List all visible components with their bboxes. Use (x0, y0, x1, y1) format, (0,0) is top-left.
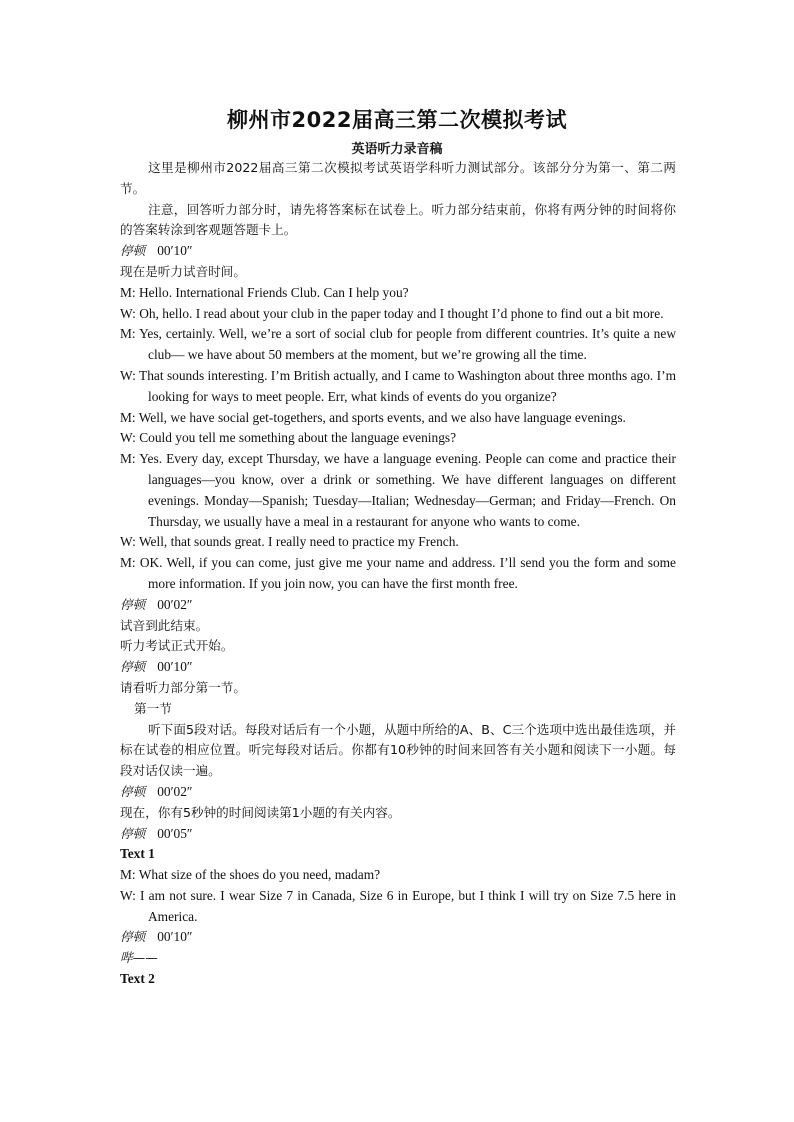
transcript-body (120, 158, 676, 990)
dialogue-line: M: Well, we have social get-togethers, and sports events, and we also have language evenings. (120, 409, 626, 425)
notice-paragraph: 注意，回答听力部分时，请先将答案标在试卷上。听力部分结束前，你将有两分钟的时间将你的答案转涂到客观题答题卡上。 (120, 201, 676, 238)
dialogue-line: W: Could you tell me something about the language evenings? (120, 430, 457, 446)
intro-paragraph: 这里是柳州市2022届高三第二次模拟考试英语学科听力测试部分。该部分分为第一、第二两节。 (120, 160, 676, 196)
dialogue-line: W: That sounds interesting. I’m British actually, and I came to Washington about three months ago. I’m looking for ways to meet people. Err, what kinds of events do you organize? (120, 367, 676, 404)
pause-time: 00′02″ (157, 783, 193, 799)
pause-label: 停顿 (120, 596, 146, 612)
pause-time: 00′10″ (157, 929, 193, 945)
trial-start: 现在是听力试音时间。 (120, 263, 246, 279)
page-subtitle: 英语听力录音稿 (351, 142, 443, 157)
pause-label: 停顿 (120, 825, 146, 841)
dialogue-line: M: Yes, certainly. Well, we’re a sort of social club for people from different countries. It’s quite a new club— we have about 50 members at the moment, but we’re growing all the time. (120, 326, 676, 363)
pause-marker (120, 657, 676, 678)
pause-label: 停顿 (120, 659, 146, 675)
part1-prompt: 请看听力部分第一节。 (120, 679, 246, 695)
trial-end: 试音到此结束。 (120, 617, 209, 633)
text-heading: Text 1 (120, 846, 155, 862)
dialogue-line: W: I am not sure. I wear Size 7 in Canada, Size 6 in Europe, but I think I will try on Size 7.5 here in America. (120, 887, 676, 924)
dialogue-line: M: What size of the shoes do you need, madam? (120, 867, 381, 883)
pause-time: 00′02″ (157, 596, 193, 612)
pause-time: 00′05″ (157, 825, 193, 841)
pause-label: 停顿 (120, 929, 146, 945)
exam-start: 听力考试正式开始。 (120, 638, 234, 654)
pause-marker (120, 824, 676, 845)
section-instructions: 听下面5段对话。每段对话后有一个小题，从题中所给的A、B、C三个选项中选出最佳选项，并标在试卷的相应位置。听完每段对话后。你都有10秒钟的时间来回答有关小题和阅读下一小题。每段对话仅读一遍。 (120, 721, 676, 779)
dialogue-line: W: Oh, hello. I read about your club in the paper today and I thought I’d phone to find out a bit more. (120, 305, 664, 321)
section-heading: 第一节 (134, 700, 172, 716)
page-title: 柳州市2022届高三第二次模拟考试 (227, 108, 567, 132)
pause-marker (120, 241, 676, 262)
beep-marker: 哔—— (120, 950, 158, 966)
pause-label: 停顿 (120, 243, 146, 259)
pause-time: 00′10″ (157, 659, 193, 675)
pause-label: 停顿 (120, 783, 146, 799)
dialogue-line: W: Well, that sounds great. I really need to practice my French. (120, 534, 459, 550)
pause-marker (120, 595, 676, 616)
pause-time: 00′10″ (157, 243, 193, 259)
dialogue-line: M: Hello. International Friends Club. Can I help you? (120, 284, 409, 300)
pause-marker (120, 782, 676, 803)
read-question-prompt: 现在，你有5秒钟的时间阅读第1小题的有关内容。 (120, 804, 401, 820)
pause-marker (120, 927, 676, 948)
dialogue-line: M: Yes. Every day, except Thursday, we have a language evening. People can come and practice their languages—you know, over a drink or something. We have different languages on different evenings. Monday—Spanish; Tuesday—Italian; Wednesday—German; and Friday—French. On Thursday, we usually have a meal in a restaurant for anyone who wants to come. (120, 451, 676, 529)
dialogue-line: M: OK. Well, if you can come, just give me your name and address. I’ll send you the form and some more information. If you join now, you can have the first month free. (120, 555, 676, 591)
text-heading: Text 2 (120, 971, 155, 987)
